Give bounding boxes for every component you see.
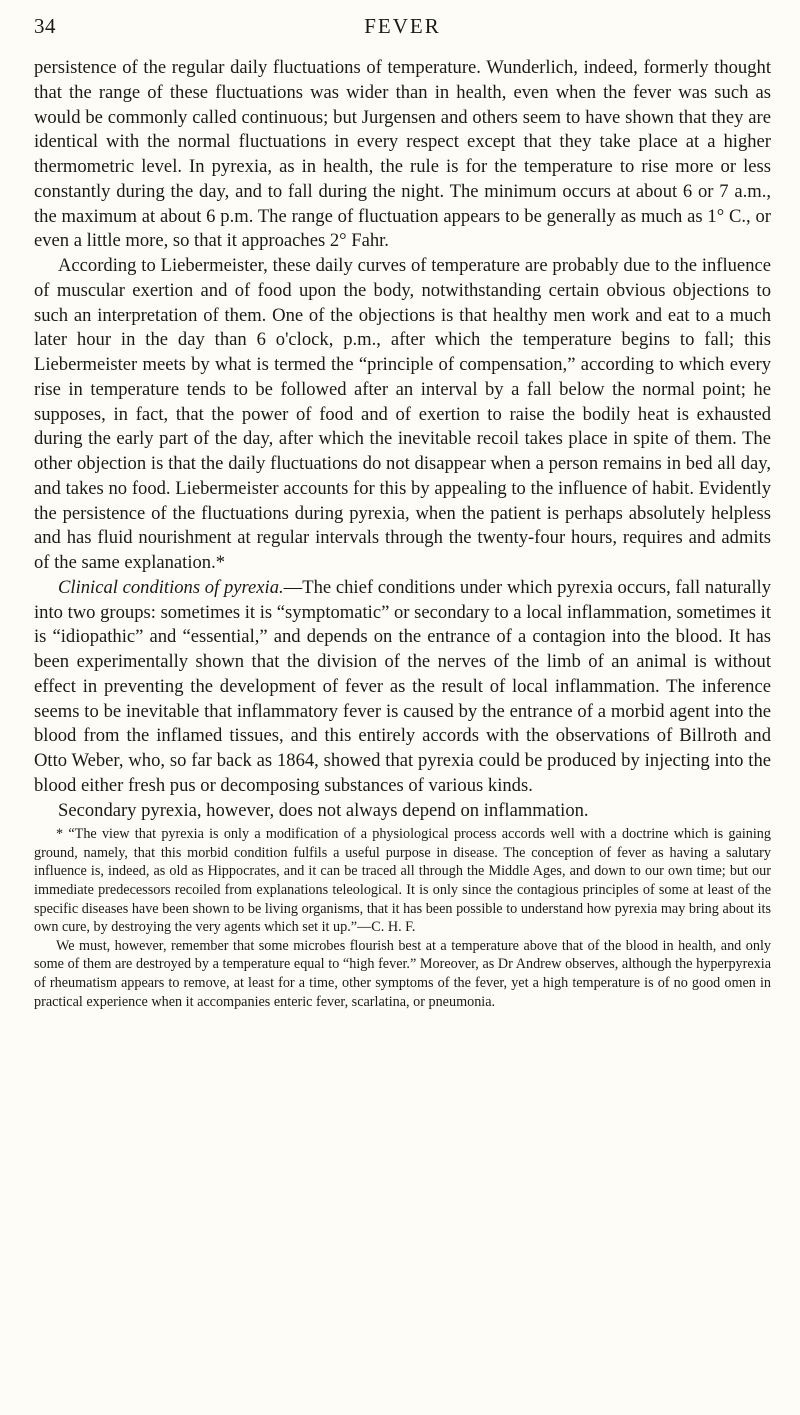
running-title: FEVER (364, 14, 441, 38)
paragraph-continuation: persistence of the regular daily fluctuations of temperature. Wunderlich, indeed, formerly thought that the range of these fluctuations was wider than in health, even when the fever was such as would be commonly called continuous; but Jurgensen and others seem to have shown that they are identical with the normal fluctuations in every respect except that they take place at a higher thermometric level. In pyrexia, as in health, the rule is for the temperature to rise more or less constantly during the day, and to fall during the night. The minimum occurs at about 6 or 7 a.m., the maximum at about 6 p.m. The range of fluctuation appears to be generally as much as 1° C., or even a little more, so that it approaches 2° Fahr. (34, 57, 771, 252)
page-number: 34 (34, 14, 56, 38)
paragraph-clinical-conditions (34, 576, 771, 799)
paragraph-secondary-pyrexia: Secondary pyrexia, however, does not always depend on inflammation. (58, 799, 589, 821)
section-heading: Clinical conditions of pyrexia. (58, 576, 284, 598)
footnotes (34, 825, 771, 1011)
footnote-1: * “The view that pyrexia is only a modification of a physiological process accords well with a doctrine which is gaining ground, namely, that this morbid condition fulfils a useful purpose in disease. The conception of fever as having a salutary influence is, indeed, as old as Hippocrates, and it can be traced all through the Middle Ages, and down to our own time; but our immediate predecessors recoiled from explanations teleological. It is only since the contagious principles of some at least of the specific diseases have been shown to be living organisms, that it has been possible to understand how pyrexia may bring about its own cure, by destroying the very agents which set it up.”—C. H. F. (34, 826, 771, 936)
footnote-2: We must, however, remember that some microbes flourish best at a temperature above that of the blood in health, and only some of them are destroyed by a temperature equal to “high fever.” Moreover, as Dr Andrew observes, although the hyperpyrexia of rheumatism appears to remove, at least for a time, other symptoms of the fever, yet a high temperature is of no good omen in practical experience when it accompanies enteric fever, scarlatina, or pneumonia. (34, 937, 771, 1010)
running-head (34, 14, 771, 48)
paragraph-liebermeister: According to Liebermeister, these daily curves of temperature are probably due to the influence of muscular exertion and of food upon the body, notwithstanding certain obvious objections to such an interpretation of them. One of the objections is that healthy men work and eat to a much later hour in the day than 6 o'clock, p.m., after which the temperature begins to fall; this Liebermeister meets by what is termed the “principle of compensation,” according to which every rise in temperature tends to be followed after an interval by a fall below the normal point; he supposes, in fact, that the power of food and of exertion to raise the bodily heat is exhausted during the early part of the day, after which the inevitable recoil takes place in spite of them. The other objection is that the daily fluctuations do not disappear when a person remains in bed all day, and takes no food. Liebermeister accounts for this by appealing to the influence of habit. Evidently the persistence of the fluctuations during pyrexia, when the patient is perhaps absolutely helpless and has fluid nourishment at regular intervals through the twenty-four hours, requires and admits of the same explanation.* (34, 255, 771, 573)
book-page (34, 14, 771, 1011)
paragraph-clinical-conditions-text: —The chief conditions under which pyrexia occurs, fall naturally into two groups: sometimes it is “symptomatic” or secondary to a local inflammation, sometimes it is “idiopathic” and “essential,” and depends on the entrance of a contagion into the blood. It has been experimentally shown that the division of the nerves of the limb of an animal is without effect in preventing the development of fever as the result of local inflammation. The inference seems to be inevitable that inflammatory fever is caused by the entrance of a morbid agent into the blood from the inflamed tissues, and this entirely accords with the observations of Billroth and Otto Weber, who, so far back as 1864, showed that pyrexia could be produced by injecting into the blood either fresh pus or decomposing substances of various kinds. (34, 576, 771, 796)
main-text (34, 56, 771, 823)
